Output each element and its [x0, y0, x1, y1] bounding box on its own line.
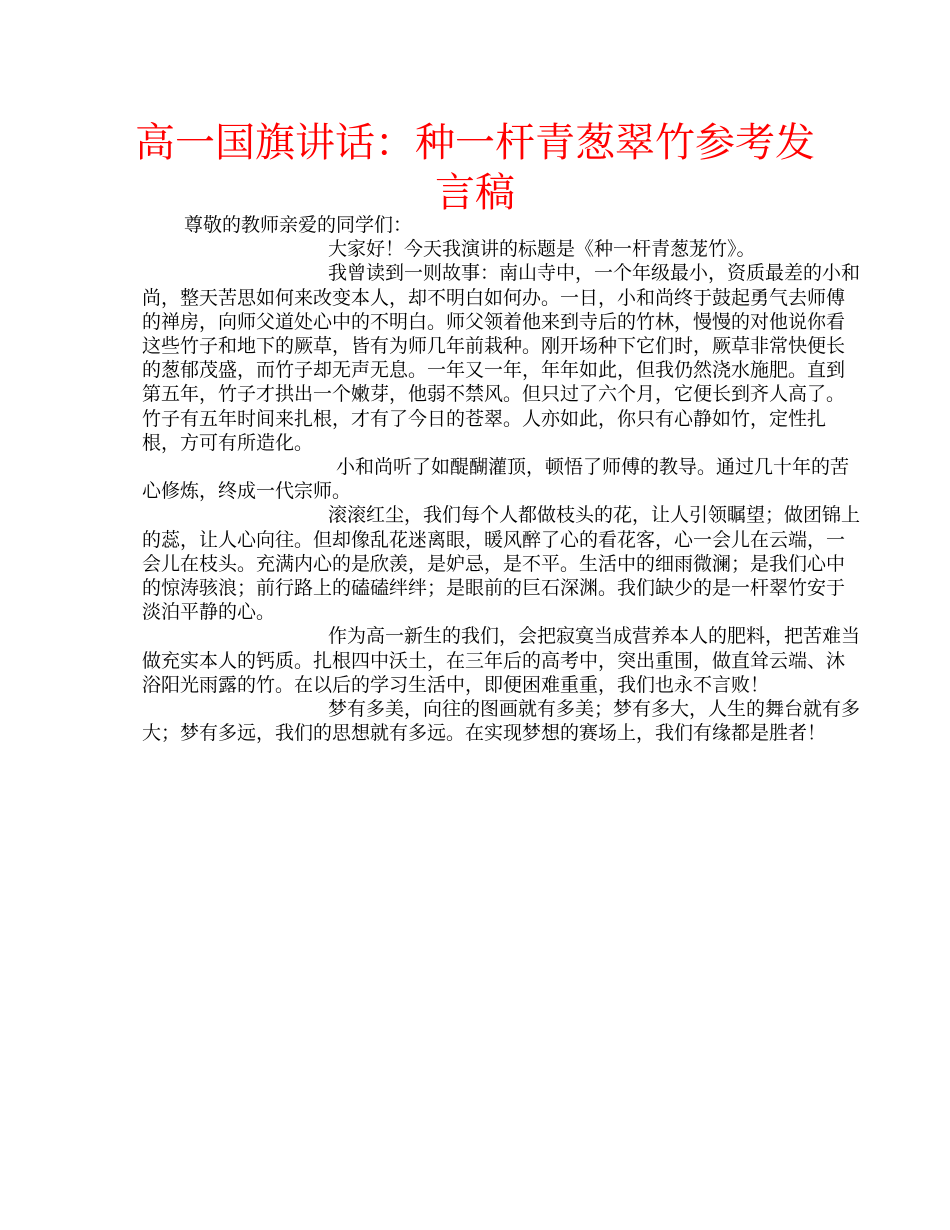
document-body [142, 213, 862, 745]
document-title: 高一国旗讲话：种一杆青葱翠竹参考发言稿 [135, 120, 815, 216]
paragraph-5: 作为高一新生的我们，会把寂寞当成营养本人的肥料，把苦难当做充实本人的钙质。扎根四中沃土，在三年后的高考中，突出重围，做直耸云端、沐浴阳光雨露的竹。在以后的学习生活中，即便困难重重，我们也永不言败！ [142, 625, 861, 696]
paragraph-3: 小和尚听了如醍醐灌顶，顿悟了师傅的教导。通过几十年的苦心修炼，终成一代宗师。 [142, 456, 850, 503]
paragraph-4: 滚滚红尘，我们每个人都做枝头的花，让人引领瞩望；做团锦上的蕊，让人心向往。但却像乱花迷离眼，暖风醉了心的看花客，心一会儿在云端，一会儿在枝头。充满内心的是欣羡，是妒忌，是不平。生活中的细雨微澜；是我们心中的惊涛骇浪；前行路上的磕磕绊绊；是眼前的巨石深渊。我们缺少的是一杆翠竹安于淡泊平静的心。 [142, 504, 861, 624]
paragraph-6: 梦有多美，向往的图画就有多美；梦有多大，人生的舞台就有多大；梦有多远，我们的思想就有多远。在实现梦想的赛场上，我们有缘都是胜者！ [142, 698, 861, 745]
salutation: 尊敬的教师亲爱的同学们： [184, 214, 413, 236]
paragraph-1: 大家好！今天我演讲的标题是《种一杆青葱茏竹》。 [328, 238, 756, 261]
paragraph-2: 我曾读到一则故事：南山寺中，一个年级最小，资质最差的小和尚，整天苦思如何来改变本人，却不明白如何办。一日，小和尚终于鼓起勇气去师傅的禅房，向师父道处心中的不明白。师父领着他来到寺后的竹林，慢慢的对他说你看这些竹子和地下的厥草，皆有为师几年前栽种。刚开场种下它们时，厥草非常快便长的葱郁茂盛，而竹子却无声无息。一年又一年，年年如此，但我仍然浇水施肥。直到第五年，竹子才拱出一个嫩芽，他弱不禁风。但只过了六个月，它便长到齐人高了。竹子有五年时间来扎根，才有了今日的苍翠。人亦如此，你只有心静如竹，定性扎根，方可有所造化。 [142, 262, 861, 454]
